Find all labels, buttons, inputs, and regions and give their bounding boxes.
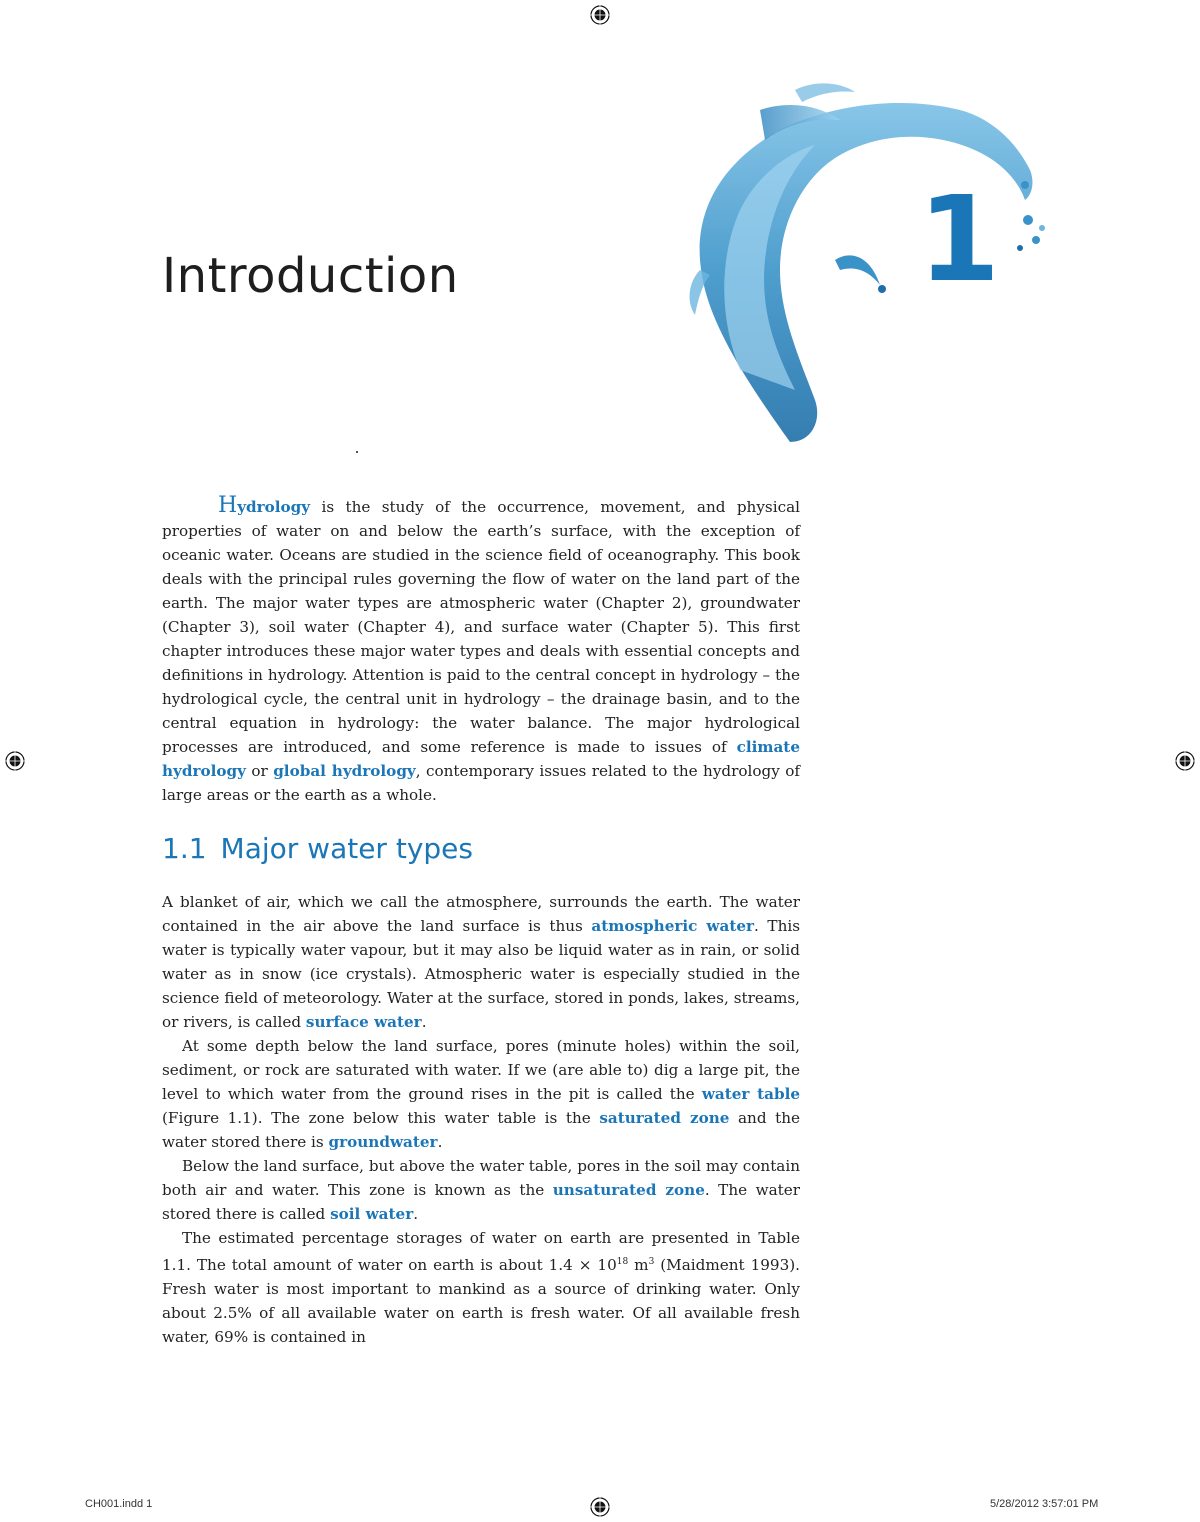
paragraph: The estimated percentage storages of water on earth are presented in Table 1.1. The total amount of water on earth is about $1.4 \times 10^{18}$ $m^3$ (Maidment 1993). Fresh water is most important to mankind as a source of drinking water. Only about 2.5% of all available water on earth is fresh water. Of all available fresh water, 69% is contained in [162, 1229, 800, 1347]
section-heading [162, 832, 473, 865]
keyword-atmospheric-water: atmospheric water [591, 917, 755, 935]
keyword-water-table: water table [701, 1085, 800, 1103]
chapter-title: Introduction [162, 248, 459, 304]
section-title: Major water types [220, 832, 473, 865]
registration-mark-icon [5, 751, 25, 771]
paragraph: At some depth below the land surface, pores (minute holes) within the soil, sediment, or rock are saturated with water. If we (are able to) dig a large pit, the level to which water from the ground rises in the pit is called the water table (Figure 1.1). The zone below this water table is the saturated zone and the water stored there is groundwater. [162, 1037, 800, 1151]
keyword-climate-hydrology: climate hydrology [162, 738, 800, 780]
keyword-hydrology: ydrology [237, 498, 311, 516]
keyword-soil-water: soil water [330, 1205, 414, 1223]
keyword-groundwater: groundwater [328, 1133, 438, 1151]
stray-dot [356, 451, 358, 453]
keyword-global-hydrology: global hydrology [273, 762, 416, 780]
registration-mark-icon [590, 1497, 610, 1517]
registration-mark-icon [590, 5, 610, 25]
intro-paragraph: Hydrology is the study of the occurrence, movement, and physical properties of water on and below the earth’s surface, with the exception of oceanic water. Oceans are studied in the science field of oceanography. This book deals with the principal rules governing the flow of water on the land part of the earth. The major water types are atmospheric water (Chapter 2), groundwater (Chapter 3), soil water (Chapter 4), and surface water (Chapter 5). This first chapter introduces these major water types and deals with essential concepts and definitions in hydrology. Attention is paid to the central concept in hydrology – the hydrological cycle, the central unit in hydrology – the drainage basin, and to the central equation in hydrology: the water balance. The major hydrological processes are introduced, and some reference is made to issues of climate hydrology or global hydrology, contemporary issues related to the hydrology of large areas or the earth as a whole. [162, 493, 801, 804]
keyword-unsaturated-zone: unsaturated zone [552, 1181, 705, 1199]
paragraph: Below the land surface, but above the water table, pores in the soil may contain both air and water. This zone is known as the unsaturated zone. The water stored there is called soil water. [162, 1157, 800, 1223]
keyword-surface-water: surface water [305, 1013, 422, 1031]
footer-filename: CH001.indd 1 [85, 1498, 153, 1510]
drop-cap: H [218, 493, 238, 518]
section-number: 1.1 [162, 832, 207, 865]
footer-timestamp: 5/28/2012 3:57:01 PM [990, 1498, 1099, 1510]
chapter-number: 1 [918, 170, 1001, 308]
keyword-saturated-zone: saturated zone [599, 1109, 730, 1127]
paragraph: A blanket of air, which we call the atmosphere, surrounds the earth. The water contained in the air above the land surface is thus atmospheric water. This water is typically water vapour, but it may also be liquid water as in rain, or solid water as in snow (ice crystals). Atmospheric water is especially studied in the science field of meteorology. Water at the surface, stored in ponds, lakes, streams, or rivers, is called surface water. [162, 893, 800, 1031]
section-body [162, 890, 800, 1349]
registration-mark-icon [1175, 751, 1195, 771]
